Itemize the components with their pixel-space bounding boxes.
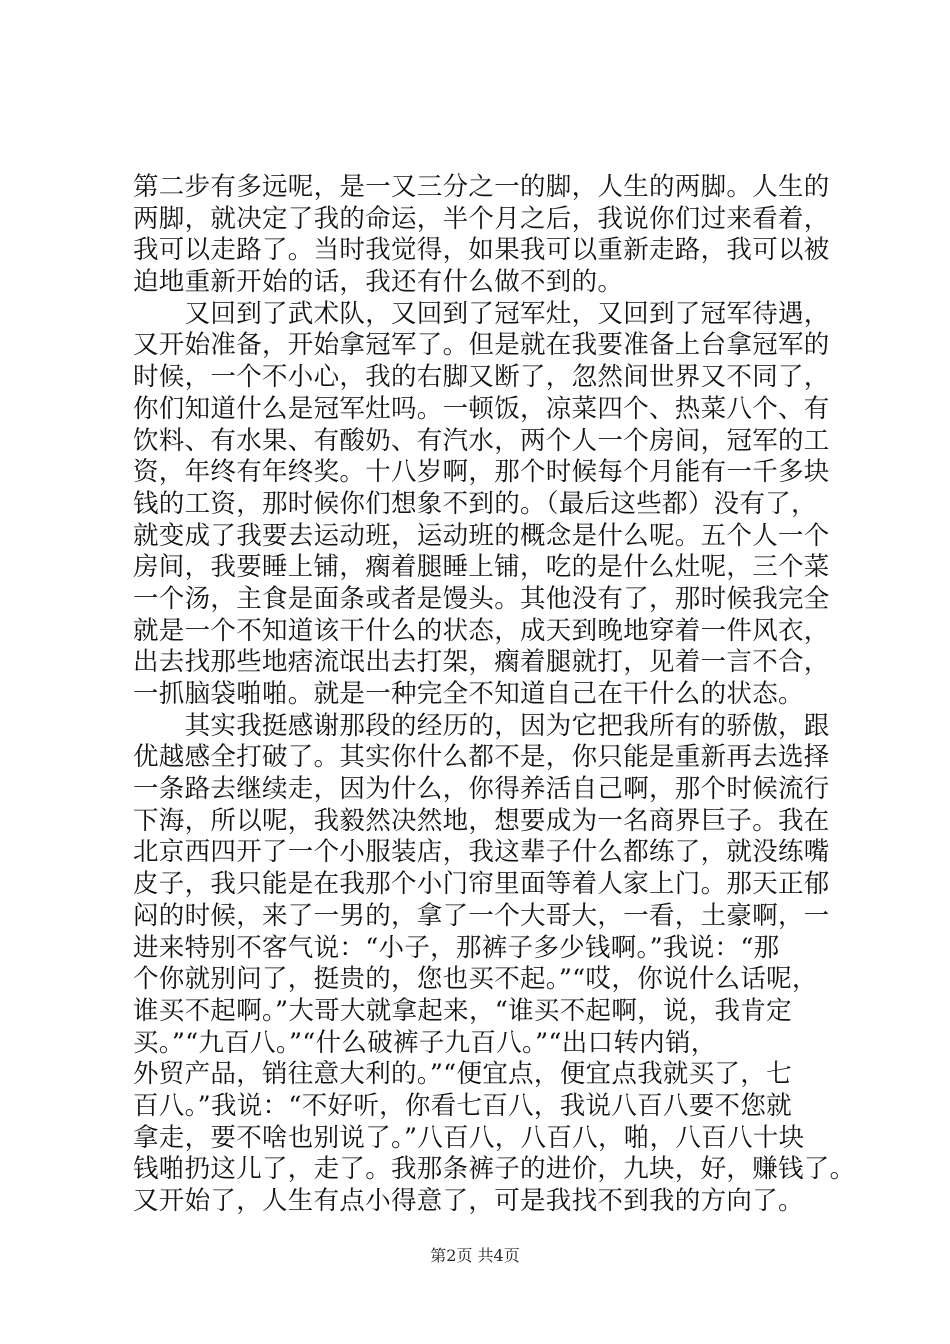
text-line: 外贸产品，销往意大利的。”“便宜点，便宜点我就买了，七 — [133, 1059, 792, 1090]
text-line: 你们知道什么是冠军灶吗。一顿饭，凉菜四个、热菜八个、有 — [133, 393, 830, 424]
text-line: 个你就别问了，挺贵的，您也买不起。”“哎，你说什么话呢， — [133, 964, 818, 995]
text-line: 其实我挺感谢那段的经历的，因为它把我所有的骄傲，跟 — [133, 710, 830, 741]
text-line: 下海，所以呢，我毅然决然地，想要成为一名商界巨子。我在 — [133, 805, 830, 836]
text-line: 就变成了我要去运动班，运动班的概念是什么呢。五个人一个 — [133, 520, 830, 551]
text-line: 饮料、有水果、有酸奶、有汽水，两个人一个房间，冠军的工 — [133, 425, 830, 456]
text-line: 迫地重新开始的话，我还有什么做不到的。 — [133, 267, 624, 298]
text-line: 进来特别不客气说：“小子，那裤子多少钱啊。”我说：“那 — [133, 932, 780, 963]
text-line: 一个汤，主食是面条或者是馒头。其他没有了，那时候我完全 — [133, 583, 830, 614]
body-text — [133, 172, 856, 1218]
text-line: 又回到了武术队，又回到了冠军灶，又回到了冠军待遇， — [133, 298, 830, 329]
text-line: 又开始了，人生有点小得意了，可是我找不到我的方向了。 — [133, 1186, 804, 1216]
text-line: 闷的时候，来了一男的，拿了一个大哥大，一看，土豪啊，一 — [133, 900, 830, 931]
text-line: 谁买不起啊。”大哥大就拿起来，“谁买不起啊，说，我肯定 — [133, 995, 792, 1026]
text-line: 钱的工资，那时候你们想象不到的。（最后这些都）没有了， — [133, 488, 817, 519]
text-line: 优越感全打破了。其实你什么都不是，你只能是重新再去选择 — [133, 742, 830, 773]
text-line: 就是一个不知道该干什么的状态，成天到晚地穿着一件风衣， — [133, 615, 830, 646]
text-line: 一条路去继续走，因为什么，你得养活自己啊，那个时候流行 — [133, 774, 830, 805]
text-line: 又开始准备，开始拿冠军了。但是就在我要准备上台拿冠军的 — [133, 330, 830, 361]
text-line: 拿走，要不啥也别说了。”八百八，八百八，啪，八百八十块 — [133, 1122, 805, 1153]
text-line: 第二步有多远呢，是一又三分之一的脚，人生的两脚。人生的 — [133, 172, 830, 202]
text-line: 时候，一个不小心，我的右脚又断了，忽然间世界又不同了， — [133, 362, 830, 393]
text-line: 房间，我要睡上铺，瘸着腿睡上铺，吃的是什么灶呢，三个菜 — [133, 552, 830, 583]
text-line: 北京西四开了一个小服装店，我这辈子什么都练了，就没练嘴 — [133, 837, 830, 868]
text-line: 出去找那些地痞流氓出去打架，瘸着腿就打，见着一言不合， — [133, 647, 830, 678]
text-line: 一抓脑袋啪啪。就是一种完全不知道自己在干什么的状态。 — [133, 679, 804, 709]
text-line: 资，年终有年终奖。十八岁啊，那个时候每个月能有一千多块 — [133, 457, 830, 488]
text-line: 买。”“九百八。”“什么破裤子九百八。”“出口转内销， — [133, 1027, 717, 1058]
page-number-footer: 第2页 共4页 — [430, 1246, 520, 1265]
text-line: 百八。”我说：“不好听，你看七百八，我说八百八要不您就 — [133, 1090, 792, 1121]
text-line: 两脚，就决定了我的命运，半个月之后，我说你们过来看着， — [133, 203, 830, 234]
text-line: 皮子，我只能是在我那个小门帘里面等着人家上门。那天正郁 — [133, 869, 830, 900]
text-line: 钱啪扔这儿了，走了。我那条裤子的进价，九块，好，赚钱了。 — [133, 1154, 856, 1185]
text-line: 我可以走路了。当时我觉得，如果我可以重新走路，我可以被 — [133, 235, 830, 266]
